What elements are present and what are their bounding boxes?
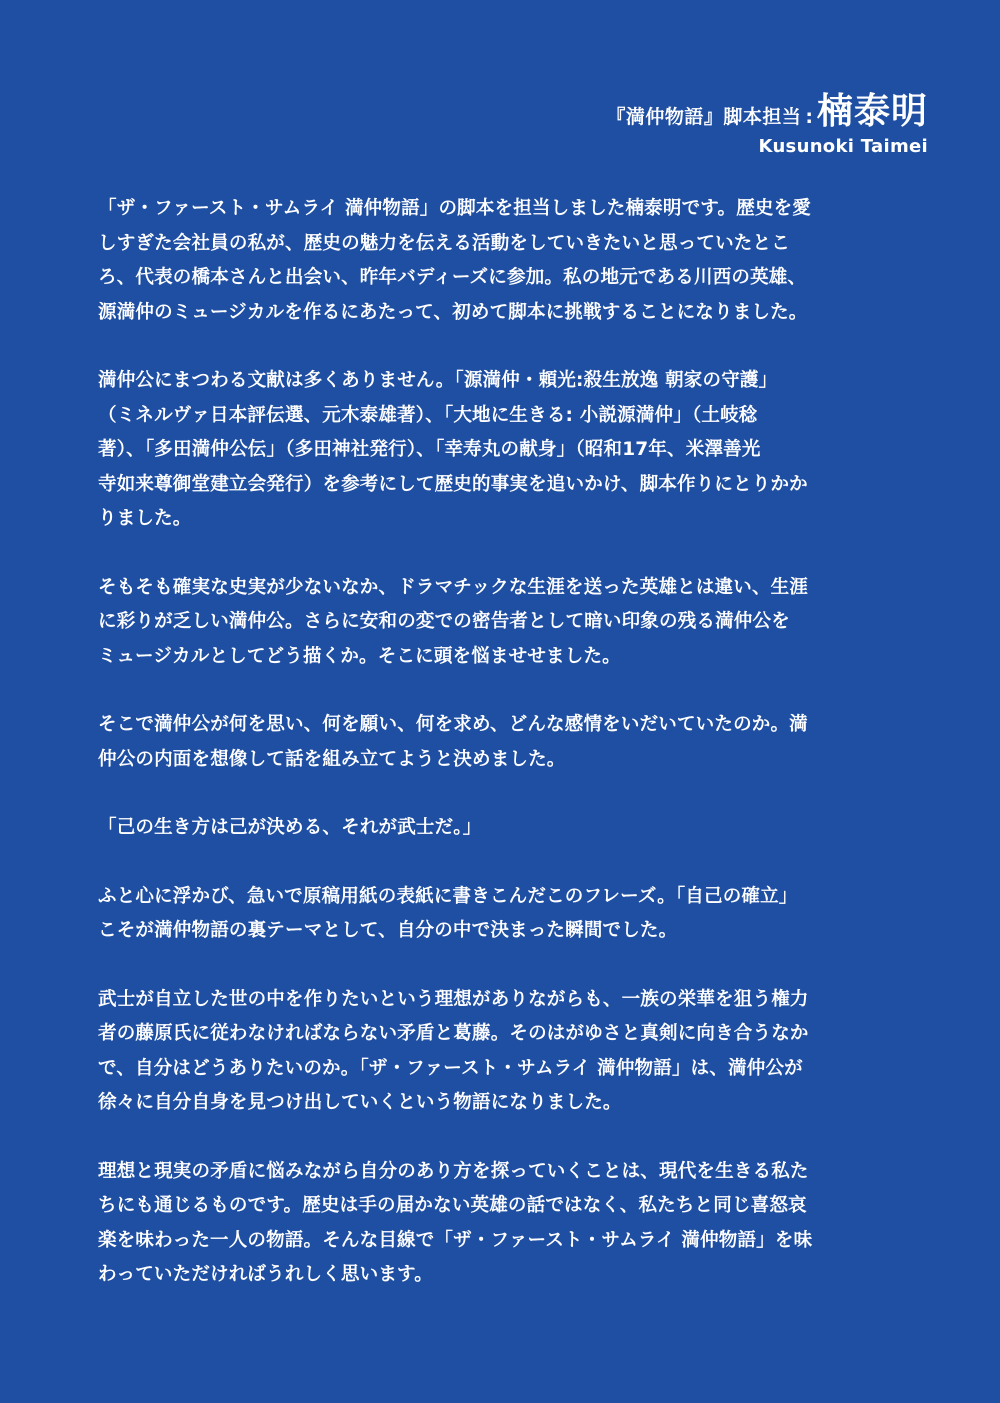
author-role: 『満仲物語』脚本担当: [606, 106, 802, 128]
essay-body: [98, 192, 928, 1327]
paragraph-4: そこで満仲公が何を思い、何を願い、何を求め、どんな感情をいだいていたのか。満 仲公の内面を想像して話を組み立てようと決めました。: [98, 714, 808, 770]
paragraph-3: そもそも確実な史実が少ないなか、ドラマチックな生涯を送った英雄とは違い、生涯 に彩りが乏しい満仲公。さらに安和の変での密告者として暗い印象の残る満仲公を ミュージカルとしてどう描くか。そこに頭を悩ませせました。: [98, 576, 809, 667]
author-name: 楠泰明: [816, 91, 928, 132]
author-name-roman: Kusunoki Taimei: [758, 136, 928, 157]
paragraph-1: 「ザ・ファースト・サムライ 満仲物語」の脚本を担当しました楠泰明です。歴史を愛 しすぎた会社員の私が、歴史の魅力を伝える活動をしていきたいと思っていたとこ ろ、代表の橋本さんと出会い、昨年バディーズに参加。私の地元である川西の英雄、 源満仲のミュージカルを作るにあたって、初めて脚本に挑戦することになりました。: [98, 198, 811, 323]
author-separator: :: [805, 106, 813, 128]
paragraph-6: ふと心に浮かび、急いで原稿用紙の表紙に書きこんだこのフレーズ。「自己の確立」 こそが満仲物語の裏テーマとして、自分の中で決まった瞬間でした。: [98, 885, 798, 941]
paragraph-2: 満仲公にまつわる文献は多くありません。「源満仲・頼光:殺生放逸 朝家の守護」 （ミネルヴァ日本評伝選、元木泰雄著）、「大地に生きる: 小説源満仲」（土岐稔 著）、「多田満仲公伝」（多田神社発行）、「幸寿丸の献身」（昭和17年、米澤善光 寺如来尊御堂建立会発行）を参考にして歴史的事実を追いかけ、脚本作りにとりかか りました。: [98, 370, 808, 529]
paragraph-quote: 「己の生き方は己が決める、それが武士だ。」: [98, 817, 482, 838]
author-title-line: [606, 92, 928, 132]
paragraph-7: 武士が自立した世の中を作りたいという理想がありながらも、一族の栄華を狙う権力 者の藤原氏に従わなければならない矛盾と葛藤。そのはがゆさと真剣に向き合うなか で、自分はどうありたいのか。「ザ・ファースト・サムライ 満仲物語」は、満仲公が 徐々に自分自身を見つけ出していくという物語になりました。: [98, 988, 809, 1113]
paragraph-8: 理想と現実の矛盾に悩みながら自分のあり方を探っていくことは、現代を生きる私た ちにも通じるものです。歴史は手の届かない英雄の話ではなく、私たちと同じ喜怒哀 楽を味わった一人の物語。そんな目線で「ザ・ファースト・サムライ 満仲物語」を味 わっていただければうれしく思います。: [98, 1160, 813, 1285]
author-header: [606, 92, 928, 157]
